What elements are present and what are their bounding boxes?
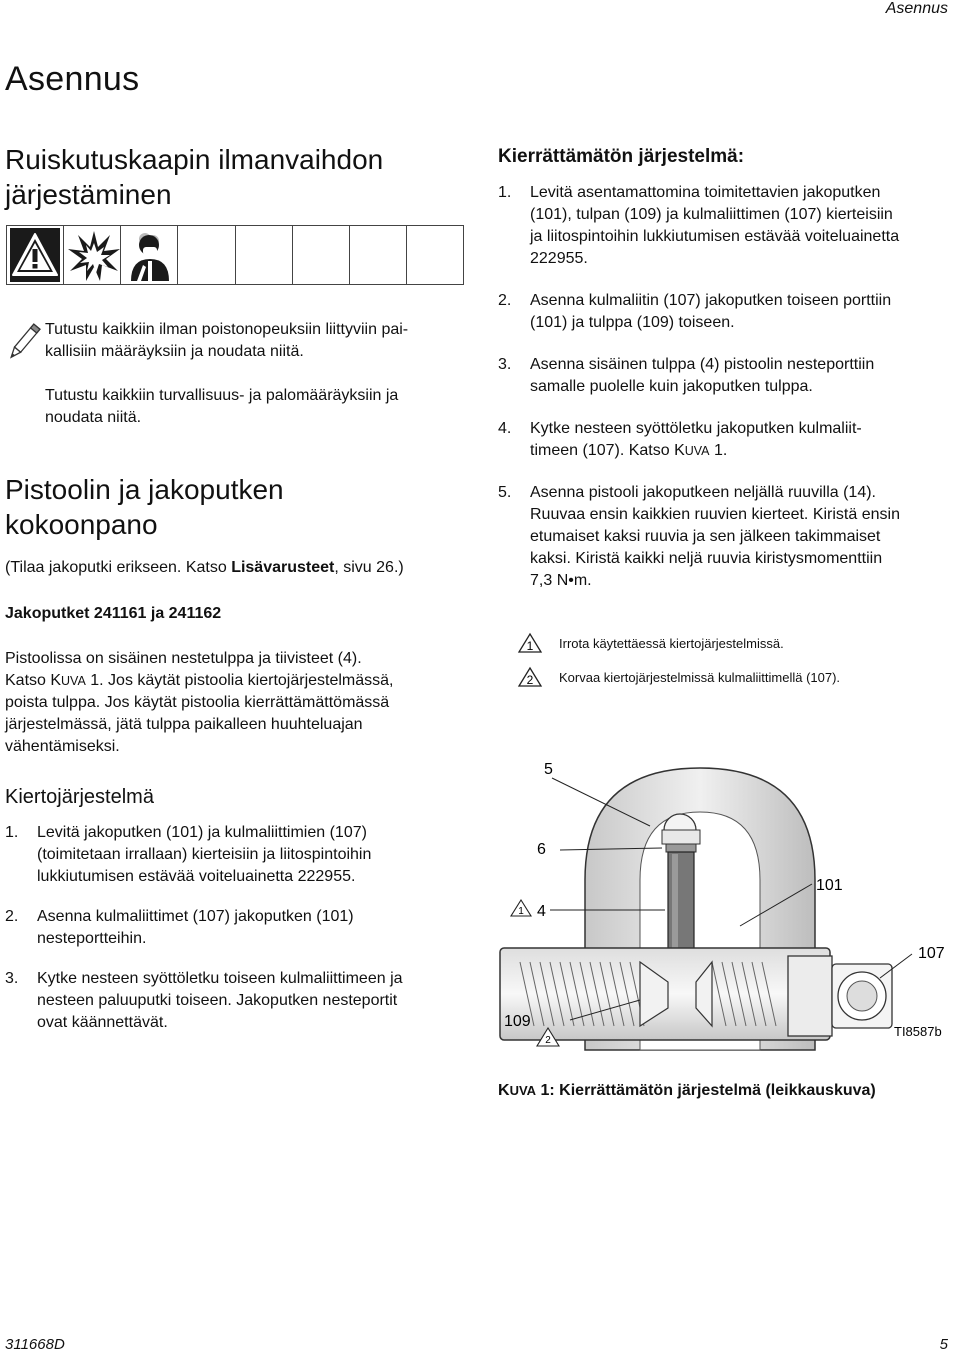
running-header: Asennus bbox=[885, 0, 948, 17]
list-item: 1. Levitä jakoputken (101) ja kulmaliittimien (107) (toimitetaan irrallaan) kierteisiin ja liitospintoihin lukkiutumisen estävää voiteluainetta 222955. bbox=[5, 824, 372, 885]
assembly-paragraph: Pistoolissa on sisäinen nestetulppa ja tiivisteet (4). Katso KUVA 1. Jos käytät pistoolia kiertojärjestelmässä, poista tulppa. Jos käytät pistoolia kierrättämättömässä järjestelmässä, jätä tulppa paikalleen huuhteluajan vähentämiseksi. bbox=[5, 650, 394, 755]
list-item: 4. Kytke nesteen syöttöletku jakoputken kulmaliit- timeen (107). Katso KUVA 1. bbox=[498, 420, 862, 459]
assembly-heading: Pistoolin ja jakoputken kokoonpano bbox=[5, 474, 284, 540]
svg-text:1: 1 bbox=[518, 906, 524, 917]
warning-icon bbox=[6, 225, 64, 285]
pictogram-empty bbox=[178, 225, 235, 285]
circulating-steps bbox=[5, 822, 465, 1034]
svg-text:2: 2 bbox=[526, 673, 534, 687]
pencil-icon bbox=[4, 320, 44, 369]
list-item: 1. Levitä asentamattomina toimitettavien jakoputken (101), tulpan (109) ja kulmaliittimen (107) kierteisiin ja liitospintoihin lukkiutumisen estävää voiteluainetta 222955. bbox=[498, 184, 900, 267]
svg-text:1: 1 bbox=[526, 639, 534, 653]
list-item: 3. Asenna sisäinen tulppa (4) pistoolin nesteporttiin samalle puolelle kuin jakoputken tulppa. bbox=[498, 356, 875, 395]
list-item: 2. Asenna kulmaliitin (107) jakoputken toiseen porttiin (101) ja tulppa (109) toiseen. bbox=[498, 292, 892, 331]
callout-note-1: 1 Irrota käytettäessä kiertojärjestelmissä. bbox=[517, 632, 784, 654]
pictogram-empty bbox=[236, 225, 293, 285]
assembly-intro: (Tilaa jakoputki erikseen. Katso Lisävarusteet, sivu 26.) bbox=[5, 559, 404, 576]
callout-triangle-icon bbox=[517, 666, 543, 688]
callout-triangle-icon bbox=[517, 632, 543, 654]
seal-6 bbox=[666, 844, 696, 852]
link-accessories: Lisävarusteet bbox=[231, 559, 335, 576]
footer-page-number: 5 bbox=[939, 1336, 948, 1353]
list-item: 5. Asenna pistooli jakoputkeen neljällä ruuvilla (14). Ruuvaa ensin kaikkien ruuvien kierteet. Kiristä ensin etumaiset kaksi ruuvia ja sen jälkeen takimmaiset kaksi. Kiristä kaikki neljä ruuvia kiristysmomenttiin 7,3 N•m. bbox=[498, 484, 900, 589]
ventilation-note-2: Tutustu kaikkiin turvallisuus- ja palomääräyksiin ja noudata niitä. bbox=[45, 387, 399, 426]
list-item: 2. Asenna kulmaliittimet (107) jakoputken (101) nesteportteihin. bbox=[5, 908, 354, 947]
figure-caption: KUVA 1: Kierrättämätön järjestelmä (leikkauskuva) bbox=[498, 1082, 876, 1099]
figure-ref: TI8587b bbox=[894, 1024, 942, 1039]
label-109: 109 bbox=[504, 1013, 531, 1030]
callout-triangle-icon bbox=[511, 900, 531, 917]
label-4: 4 bbox=[537, 903, 546, 920]
label-101: 101 bbox=[816, 877, 843, 894]
noncirculating-steps bbox=[498, 182, 958, 592]
elbow-fitting-107 bbox=[788, 956, 832, 1036]
noncirculating-heading: Kierrättämätön järjestelmä: bbox=[498, 146, 745, 167]
page-title: Asennus bbox=[5, 60, 140, 98]
label-107: 107 bbox=[918, 945, 945, 962]
label-6: 6 bbox=[537, 841, 546, 858]
svg-text:2: 2 bbox=[545, 1035, 551, 1046]
list-item: 3. Kytke nesteen syöttöletku toiseen kulmaliittimeen ja nesteen paluuputki toiseen. Jakoputken nesteportit ovat käännettävät. bbox=[5, 970, 403, 1031]
manifold-cross-section-figure bbox=[490, 750, 960, 1060]
explosion-icon bbox=[64, 225, 121, 285]
pictogram-empty bbox=[407, 225, 464, 285]
respirator-icon bbox=[121, 225, 178, 285]
hazard-pictogram-row bbox=[6, 225, 464, 286]
pictogram-empty bbox=[350, 225, 407, 285]
pictogram-empty bbox=[293, 225, 350, 285]
ventilation-heading: Ruiskutuskaapin ilmanvaihdon järjestäminen bbox=[5, 144, 384, 210]
callout-note-2: 2 Korvaa kiertojärjestelmissä kulmaliittimellä (107). bbox=[517, 666, 840, 688]
footer-doc-number: 311668D bbox=[5, 1336, 65, 1353]
circulating-heading: Kiertojärjestelmä bbox=[5, 786, 154, 808]
ventilation-note-1: Tutustu kaikkiin ilman poistonopeuksiin liittyviin pai- kallisiin määräyksiin ja noudata niitä. bbox=[45, 321, 409, 360]
label-5: 5 bbox=[544, 761, 553, 778]
manifold-subheading: Jakoputket 241161 ja 241162 bbox=[5, 605, 222, 622]
